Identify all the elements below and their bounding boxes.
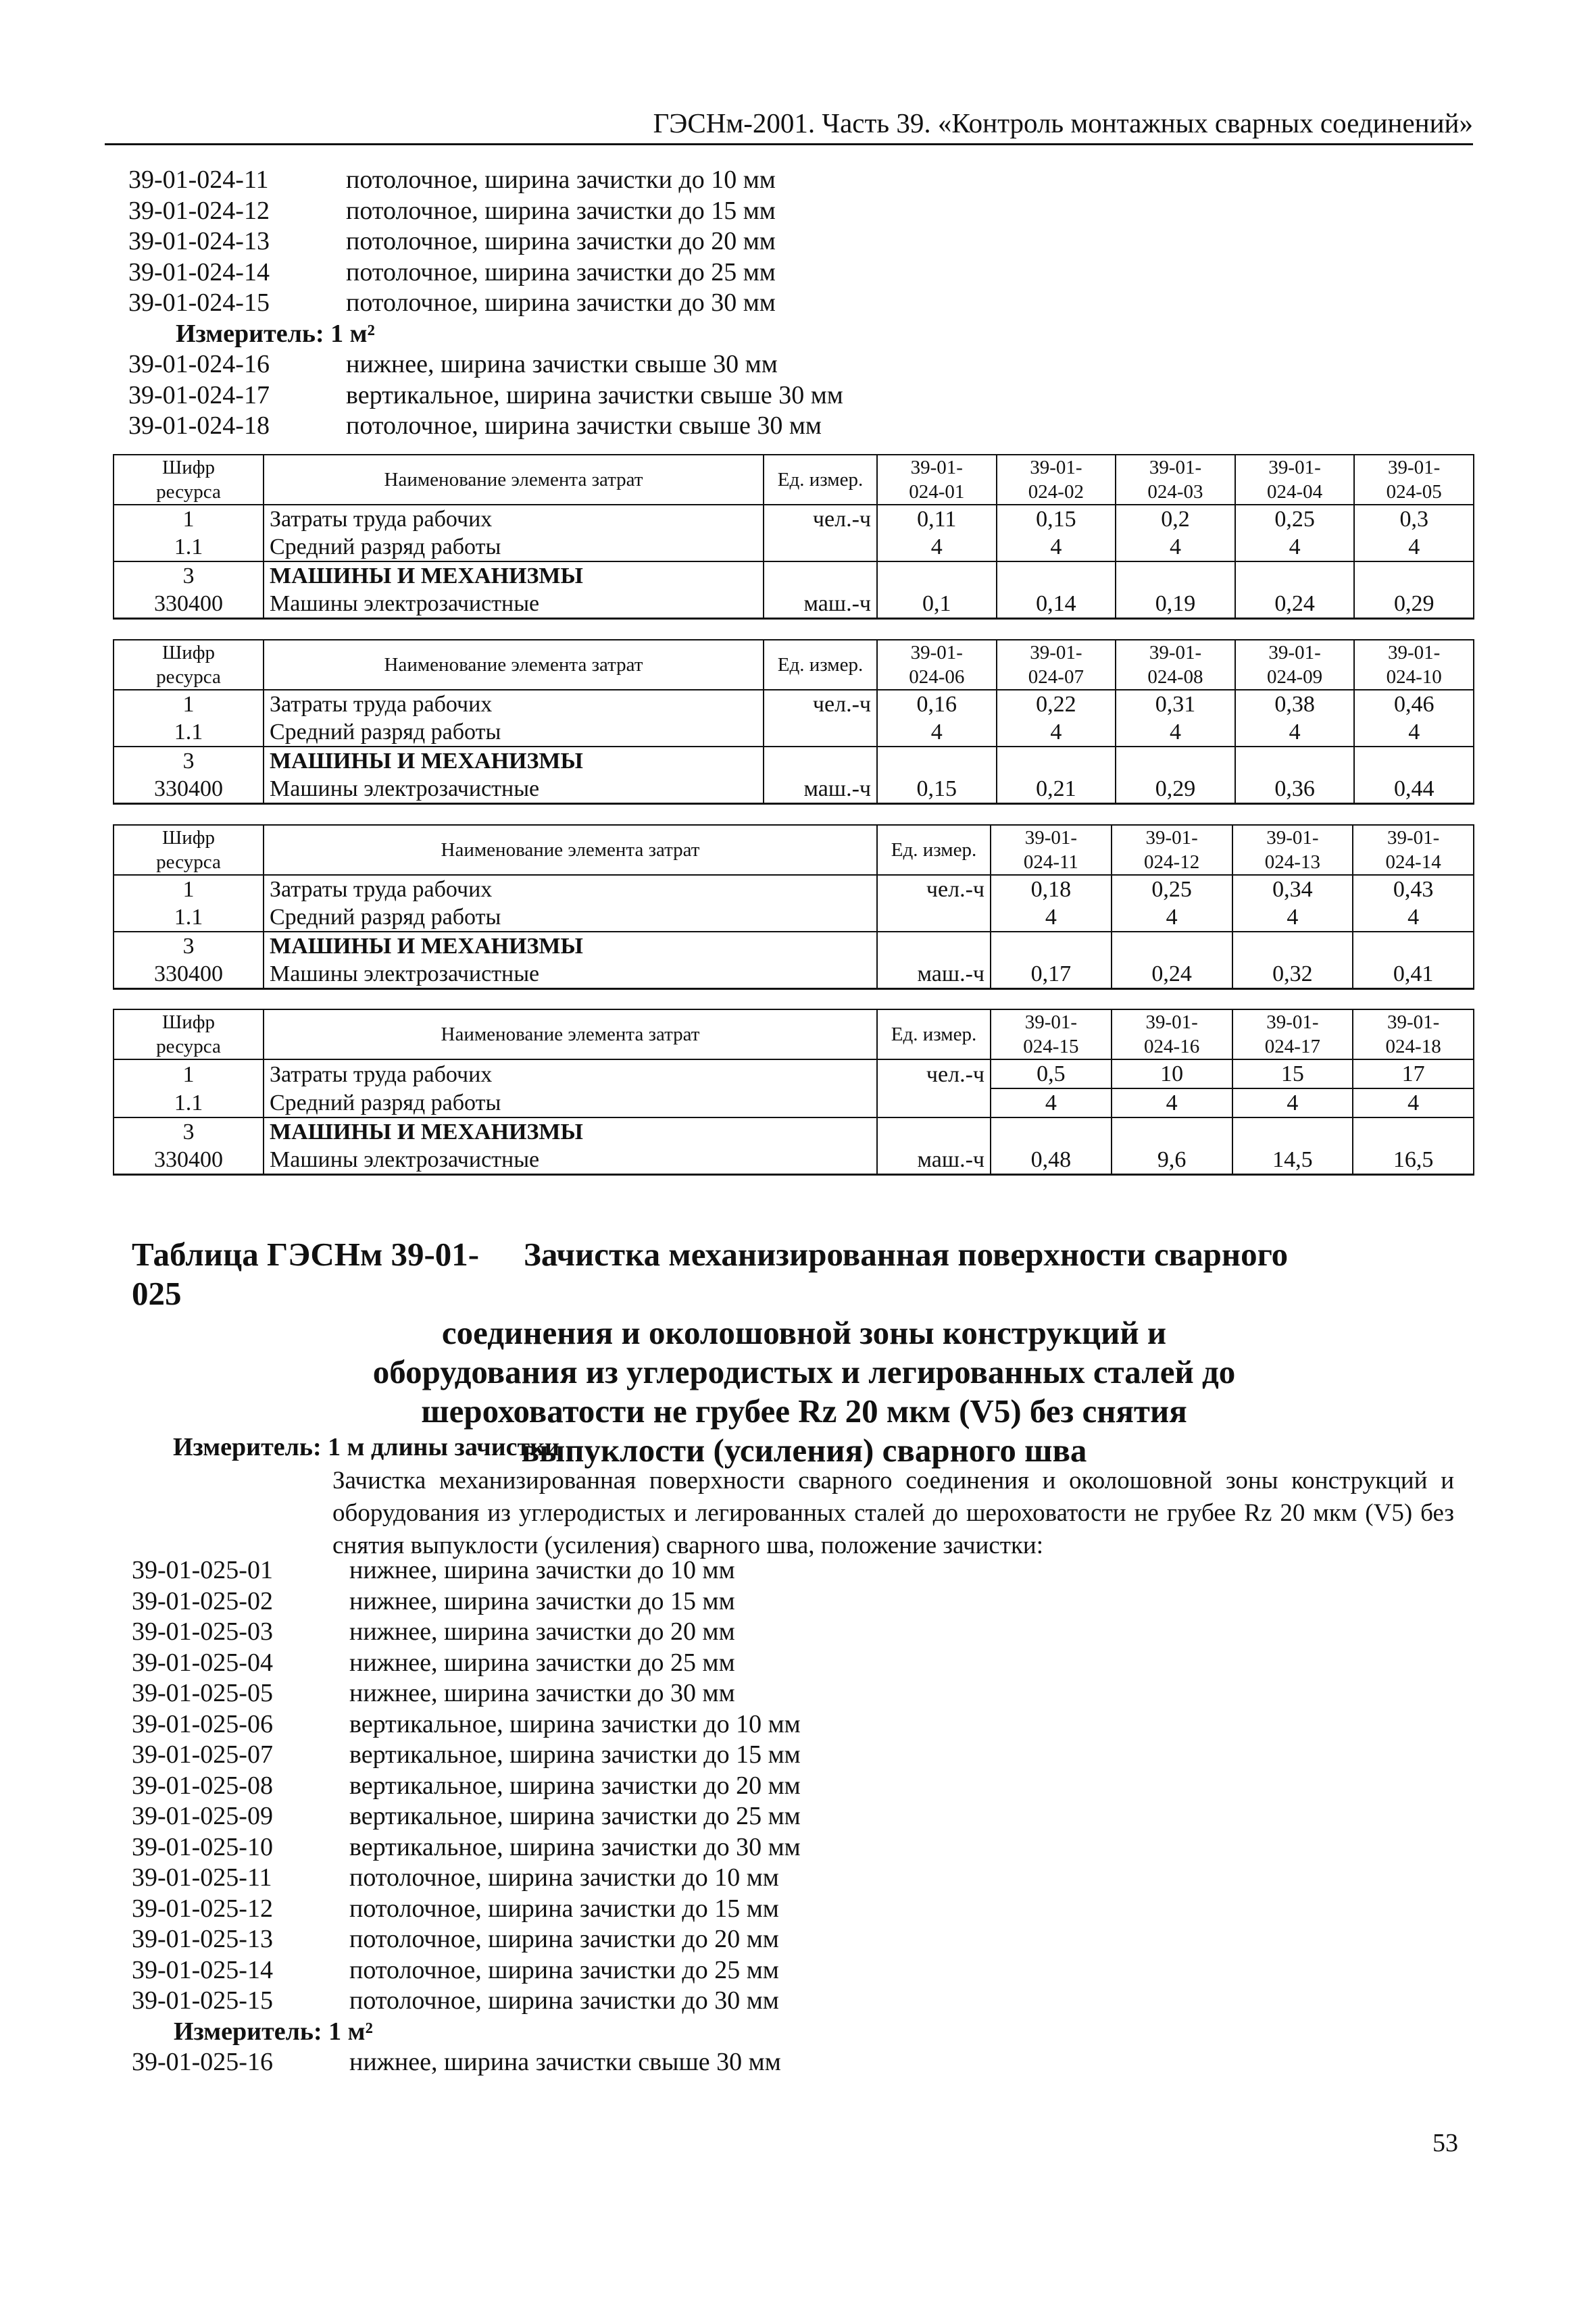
list-item xyxy=(128,411,843,442)
list-item xyxy=(132,1709,801,1740)
list-item xyxy=(132,1648,801,1679)
item-list-024 xyxy=(128,165,843,442)
list-item xyxy=(132,1555,801,1586)
item-code: 39-01-024-12 xyxy=(128,196,270,225)
table-row: 1 Затраты труда рабочих чел.-ч 0,16 0,22 0,31 0,38 0,46 xyxy=(114,690,1474,718)
list-item xyxy=(132,1740,801,1771)
item-desc: вертикальное, ширина зачистки до 15 мм xyxy=(349,1740,801,1769)
item-code: 39-01-025-14 xyxy=(132,1955,273,1984)
resource-table-3 xyxy=(113,824,1474,990)
table-row: 3 МАШИНЫ И МЕХАНИЗМЫ xyxy=(114,932,1474,960)
item-desc: вертикальное, ширина зачистки до 10 мм xyxy=(349,1709,801,1738)
page-number: 53 xyxy=(1432,2129,1458,2157)
item-code: 39-01-025-11 xyxy=(132,1863,272,1892)
header-code-col: 39-01- 024-15 xyxy=(991,1009,1112,1059)
item-desc: потолочное, ширина зачистки до 15 мм xyxy=(349,1894,779,1923)
item-desc: нижнее, ширина зачистки до 15 мм xyxy=(349,1586,735,1615)
item-code: 39-01-025-03 xyxy=(132,1617,273,1646)
measure-label: Измеритель: 1 м² xyxy=(176,319,375,348)
item-desc: нижнее, ширина зачистки свыше 30 мм xyxy=(346,350,778,378)
header-code-col: 39-01- 024-11 xyxy=(991,825,1112,875)
item-desc: потолочное, ширина зачистки до 10 мм xyxy=(349,1863,779,1892)
list-item xyxy=(128,226,843,257)
item-desc: нижнее, ширина зачистки до 10 мм xyxy=(349,1556,735,1584)
list-item xyxy=(132,1832,801,1863)
list-item xyxy=(132,1986,801,2017)
item-desc: потолочное, ширина зачистки до 25 мм xyxy=(346,257,776,286)
table-row: 1 Затраты труда рабочих чел.-ч 0,18 0,25 0,34 0,43 xyxy=(114,875,1474,903)
header-code-col: 39-01- 024-14 xyxy=(1353,825,1474,875)
item-code: 39-01-024-15 xyxy=(128,288,270,317)
header-name: Наименование элемента затрат xyxy=(264,640,764,690)
item-desc: потолочное, ширина зачистки до 15 мм xyxy=(346,196,776,225)
item-code: 39-01-024-13 xyxy=(128,227,270,255)
item-code: 39-01-025-10 xyxy=(132,1832,273,1861)
header-code-col: 39-01- 024-03 xyxy=(1116,455,1235,505)
header-code-col: 39-01- 024-10 xyxy=(1354,640,1474,690)
header-unit: Ед. измер. xyxy=(877,825,991,875)
table-row: 1.1 Средний разряд работы 4 4 4 4 xyxy=(114,1088,1474,1117)
list-item xyxy=(128,165,843,196)
section-title-line: шероховатости не грубее Rz 20 мкм (V5) без снятия xyxy=(421,1392,1187,1430)
item-desc: потолочное, ширина зачистки свыше 30 мм xyxy=(346,411,822,440)
table-row: 330400 Машины электрозачистные маш.-ч 0,15 0,21 0,29 0,36 0,44 xyxy=(114,775,1474,804)
list-item xyxy=(132,2047,801,2078)
header-shifr: Шифр ресурса xyxy=(114,455,264,505)
header-code-col: 39-01- 024-05 xyxy=(1354,455,1474,505)
item-desc: потолочное, ширина зачистки до 10 мм xyxy=(346,166,776,194)
item-desc: вертикальное, ширина зачистки до 20 мм xyxy=(349,1771,801,1800)
table-row: 330400 Машины электрозачистные маш.-ч 0,1 0,14 0,19 0,24 0,29 xyxy=(114,590,1474,619)
item-code: 39-01-025-02 xyxy=(132,1586,273,1615)
header-unit: Ед. измер. xyxy=(764,455,877,505)
table-row: 1.1 Средний разряд работы 4 4 4 4 xyxy=(114,903,1474,932)
resource-table-1 xyxy=(113,454,1474,620)
section-table-code: Таблица ГЭСНм 39-01-025 xyxy=(132,1236,480,1312)
item-code: 39-01-025-12 xyxy=(132,1894,273,1923)
header-shifr: Шифр ресурса xyxy=(114,825,264,875)
list-item xyxy=(132,1863,801,1894)
item-code: 39-01-025-08 xyxy=(132,1771,273,1800)
header-code-col: 39-01- 024-18 xyxy=(1353,1009,1474,1059)
list-item xyxy=(128,288,843,319)
item-desc: нижнее, ширина зачистки до 25 мм xyxy=(349,1648,735,1677)
header-code-col: 39-01- 024-13 xyxy=(1232,825,1353,875)
header-code-col: 39-01- 024-04 xyxy=(1235,455,1355,505)
list-item xyxy=(128,257,843,288)
header-code-col: 39-01- 024-17 xyxy=(1232,1009,1353,1059)
item-code: 39-01-024-11 xyxy=(128,166,269,194)
list-item xyxy=(132,1801,801,1832)
header-code-col: 39-01- 024-09 xyxy=(1235,640,1355,690)
header-code-col: 39-01- 024-06 xyxy=(877,640,997,690)
page-header: ГЭСНм-2001. Часть 39. «Контроль монтажных сварных соединений» xyxy=(105,107,1473,145)
item-code: 39-01-025-16 xyxy=(132,2048,273,2076)
item-list-025 xyxy=(132,1555,801,2078)
header-name: Наименование элемента затрат xyxy=(264,455,764,505)
item-code: 39-01-024-14 xyxy=(128,257,270,286)
list-item xyxy=(132,1771,801,1802)
item-code: 39-01-024-18 xyxy=(128,411,270,440)
section-title-line: выпуклости (усиления) сварного шва xyxy=(521,1432,1087,1469)
item-code: 39-01-025-13 xyxy=(132,1925,273,1953)
list-item xyxy=(128,196,843,227)
measure-label: Измеритель: 1 м длины зачистки xyxy=(173,1433,559,1461)
header-code-col: 39-01- 024-16 xyxy=(1112,1009,1232,1059)
table-row: 1.1 Средний разряд работы 4 4 4 4 4 xyxy=(114,718,1474,747)
item-code: 39-01-025-05 xyxy=(132,1679,273,1707)
item-desc: потолочное, ширина зачистки до 20 мм xyxy=(346,227,776,255)
header-unit: Ед. измер. xyxy=(764,640,877,690)
header-code-col: 39-01- 024-07 xyxy=(997,640,1116,690)
table-row: 3 МАШИНЫ И МЕХАНИЗМЫ xyxy=(114,561,1474,590)
item-code: 39-01-025-01 xyxy=(132,1556,273,1584)
item-desc: потолочное, ширина зачистки до 20 мм xyxy=(349,1925,779,1953)
resource-table-4 xyxy=(113,1009,1474,1176)
list-item xyxy=(128,349,843,380)
item-code: 39-01-025-15 xyxy=(132,1986,273,2015)
table-row: 330400 Машины электрозачистные маш.-ч 0,17 0,24 0,32 0,41 xyxy=(114,960,1474,989)
section-title-line: оборудования из углеродистых и легированных сталей до xyxy=(372,1353,1236,1390)
header-name: Наименование элемента затрат xyxy=(264,1009,877,1059)
header-code-col: 39-01- 024-02 xyxy=(997,455,1116,505)
resource-table-2 xyxy=(113,639,1474,805)
item-desc: нижнее, ширина зачистки свыше 30 мм xyxy=(349,2048,781,2076)
item-desc: вертикальное, ширина зачистки до 25 мм xyxy=(349,1802,801,1830)
item-desc: нижнее, ширина зачистки до 20 мм xyxy=(349,1617,735,1646)
item-desc: потолочное, ширина зачистки до 25 мм xyxy=(349,1955,779,1984)
list-item xyxy=(132,1586,801,1617)
header-name: Наименование элемента затрат xyxy=(264,825,877,875)
header-shifr: Шифр ресурса xyxy=(114,640,264,690)
section-intro: Зачистка механизированная поверхности сварного соединения и околошовной зоны конструкций и оборудования из углеродистых и легированных сталей до шероховатости не грубее Rz 20 мкм (V5) без снятия выпуклости (усиления) сварного шва, положение зачистки: xyxy=(332,1467,1454,1559)
item-code: 39-01-025-06 xyxy=(132,1709,273,1738)
section-title-line: соединения и околошовной зоны конструкций и xyxy=(441,1314,1167,1351)
header-unit: Ед. измер. xyxy=(877,1009,991,1059)
list-item xyxy=(132,1955,801,1986)
item-code: 39-01-025-09 xyxy=(132,1802,273,1830)
header-code-col: 39-01- 024-01 xyxy=(877,455,997,505)
table-row: 3 МАШИНЫ И МЕХАНИЗМЫ xyxy=(114,1117,1474,1146)
header-shifr: Шифр ресурса xyxy=(114,1009,264,1059)
item-desc: вертикальное, ширина зачистки до 30 мм xyxy=(349,1832,801,1861)
item-code: 39-01-025-04 xyxy=(132,1648,273,1677)
list-item xyxy=(128,380,843,411)
item-desc: потолочное, ширина зачистки до 30 мм xyxy=(349,1986,779,2015)
item-code: 39-01-024-17 xyxy=(128,380,270,409)
table-row: 1 Затраты труда рабочих чел.-ч 0,11 0,15 0,2 0,25 0,3 xyxy=(114,505,1474,533)
list-item xyxy=(132,1894,801,1925)
table-row: 1 Затраты труда рабочих чел.-ч 0,5 10 15 17 xyxy=(114,1059,1474,1088)
table-row: 330400 Машины электрозачистные маш.-ч 0,48 9,6 14,5 16,5 xyxy=(114,1146,1474,1175)
measure-label: Измеритель: 1 м² xyxy=(174,2017,373,2046)
table-row: 1.1 Средний разряд работы 4 4 4 4 4 xyxy=(114,533,1474,561)
item-desc: нижнее, ширина зачистки до 30 мм xyxy=(349,1679,735,1707)
header-code-col: 39-01- 024-12 xyxy=(1112,825,1232,875)
section-title-line: Зачистка механизированная поверхности сварного xyxy=(524,1236,1289,1273)
list-item xyxy=(132,1924,801,1955)
header-code-col: 39-01- 024-08 xyxy=(1116,640,1235,690)
item-code: 39-01-024-16 xyxy=(128,350,270,378)
table-row: 3 МАШИНЫ И МЕХАНИЗМЫ xyxy=(114,747,1474,775)
item-code: 39-01-025-07 xyxy=(132,1740,273,1769)
list-item xyxy=(132,1617,801,1648)
list-item xyxy=(132,1678,801,1709)
item-desc: потолочное, ширина зачистки до 30 мм xyxy=(346,288,776,317)
item-desc: вертикальное, ширина зачистки свыше 30 мм xyxy=(346,380,843,409)
